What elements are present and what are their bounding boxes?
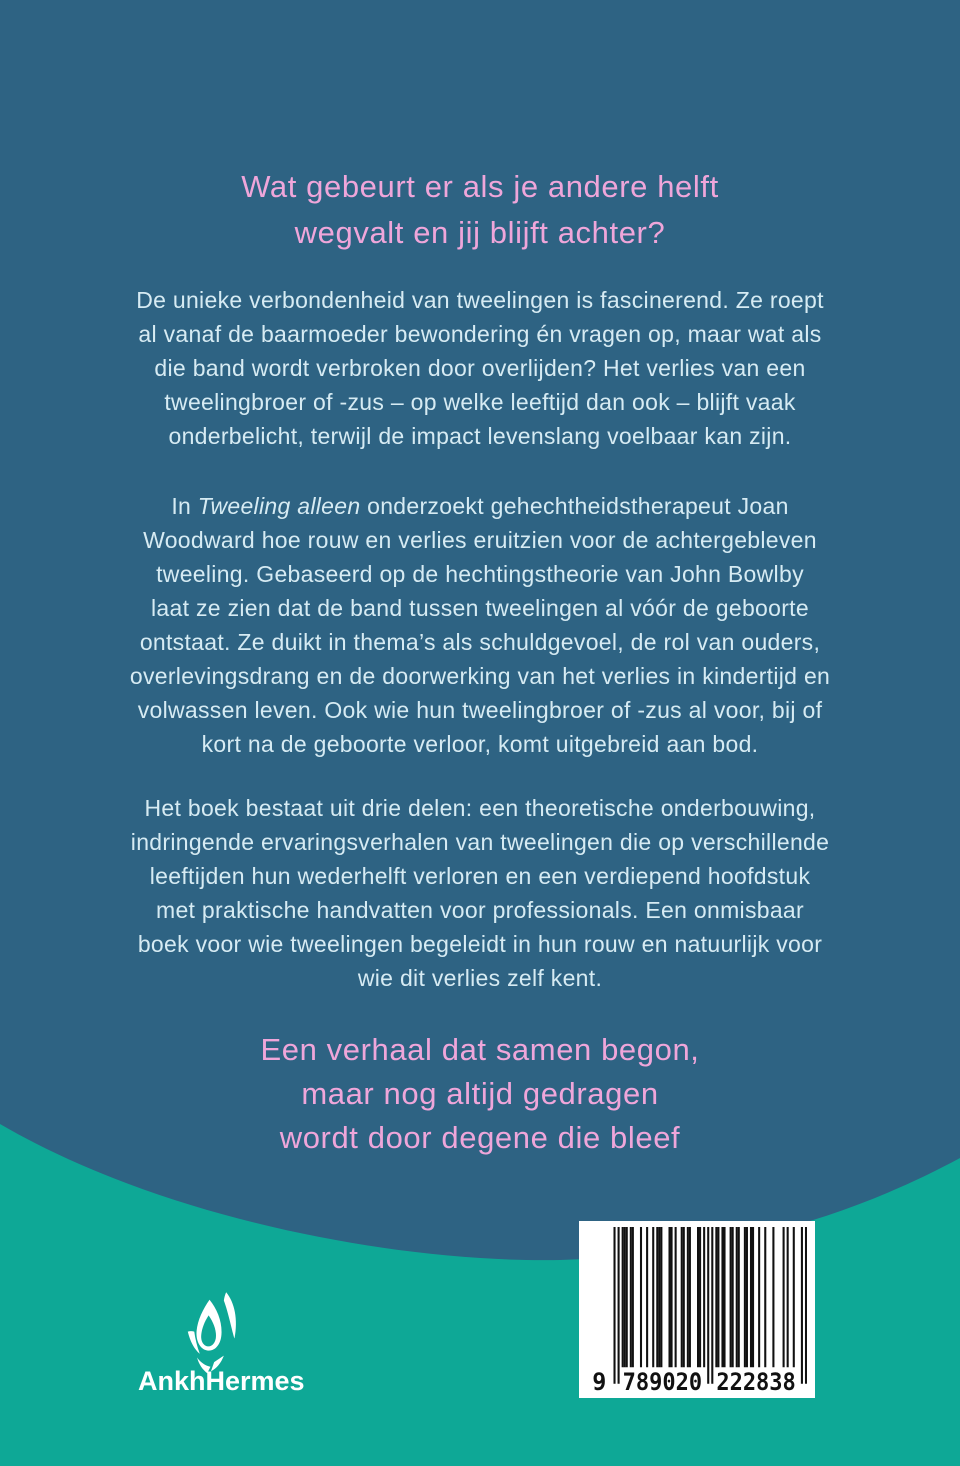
blurb-text: In <box>171 493 198 519</box>
barcode-digits-group2: 222838 <box>716 1367 796 1392</box>
blurb-line: indringende ervaringsverhalen van tweelingen die op verschillende <box>130 829 830 855</box>
blurb-line: onderbelicht, terwijl de impact levenslang voelbaar kan zijn. <box>168 423 792 449</box>
blurb-line: volwassen leven. Ook wie hun tweelingbroer of -zus al voor, bij of <box>137 697 823 723</box>
quote-line: Een verhaal dat samen begon, <box>260 1032 700 1067</box>
blurb-line: ontstaat. Ze duikt in thema’s als schuldgevoel, de rol van ouders, <box>139 629 821 655</box>
book-title-italic: Tweeling alleen <box>197 493 361 519</box>
barcode-bars <box>613 1227 807 1384</box>
blurb-line: leeftijden hun wederhelft verloren en een verdiepend hoofdstuk <box>149 863 811 889</box>
barcode-svg <box>587 1227 807 1392</box>
blurb-paragraph-3 <box>0 791 960 995</box>
blurb-line: wie dit verlies zelf kent. <box>357 965 603 991</box>
quote-line: maar nog altijd gedragen <box>301 1076 659 1111</box>
publisher-name: AnkhHermes <box>138 1366 305 1396</box>
blurb-line: met praktische handvatten voor professionals. Een onmisbaar <box>156 897 804 923</box>
blurb-line: tweelingbroer of -zus – op welke leeftijd dan ook – blijft vaak <box>164 389 796 415</box>
blurb-line: Het boek bestaat uit drie delen: een theoretische onderbouwing, <box>144 795 816 821</box>
blurb-line: tweeling. Gebaseerd op de hechtingstheorie van John Bowlby <box>156 561 804 587</box>
ankh-logo-icon <box>179 1291 253 1375</box>
closing-quote <box>0 1028 960 1160</box>
blurb-line: De unieke verbondenheid van tweelingen is fascinerend. Ze roept <box>136 287 824 313</box>
isbn-barcode <box>579 1221 815 1398</box>
blurb-paragraph-2 <box>0 489 960 761</box>
blurb-line: Woodward hoe rouw en verlies eruitzien voor de achtergebleven <box>143 527 817 553</box>
blurb-line: die band wordt verbroken door overlijden? Het verlies van een <box>154 355 806 381</box>
quote-line: wordt door degene die bleef <box>279 1120 681 1155</box>
barcode-digit-left: 9 <box>592 1367 607 1392</box>
blurb-line <box>0 489 960 523</box>
blurb-text: onderzoekt gehechtheidstherapeut Joan <box>360 493 789 519</box>
blurb-line: laat ze zien dat de band tussen tweelingen al vóór de geboorte <box>151 595 809 621</box>
tagline-heading <box>0 164 960 256</box>
blurb-line: al vanaf de baarmoeder bewondering én vragen op, maar wat als <box>138 321 822 347</box>
blurb-line: overlevingsdrang en de doorwerking van het verlies in kindertijd en <box>129 663 831 689</box>
tagline-line: Wat gebeurt er als je andere helft <box>241 169 719 204</box>
barcode-digits-group1: 789020 <box>622 1367 703 1392</box>
blurb-line: boek voor wie tweelingen begeleidt in hun rouw en natuurlijk voor <box>137 931 823 957</box>
blurb-paragraph-1 <box>0 283 960 453</box>
blurb-line: kort na de geboorte verloor, komt uitgebreid aan bod. <box>201 731 759 757</box>
tagline-line: wegvalt en jij blijft achter? <box>294 215 666 250</box>
